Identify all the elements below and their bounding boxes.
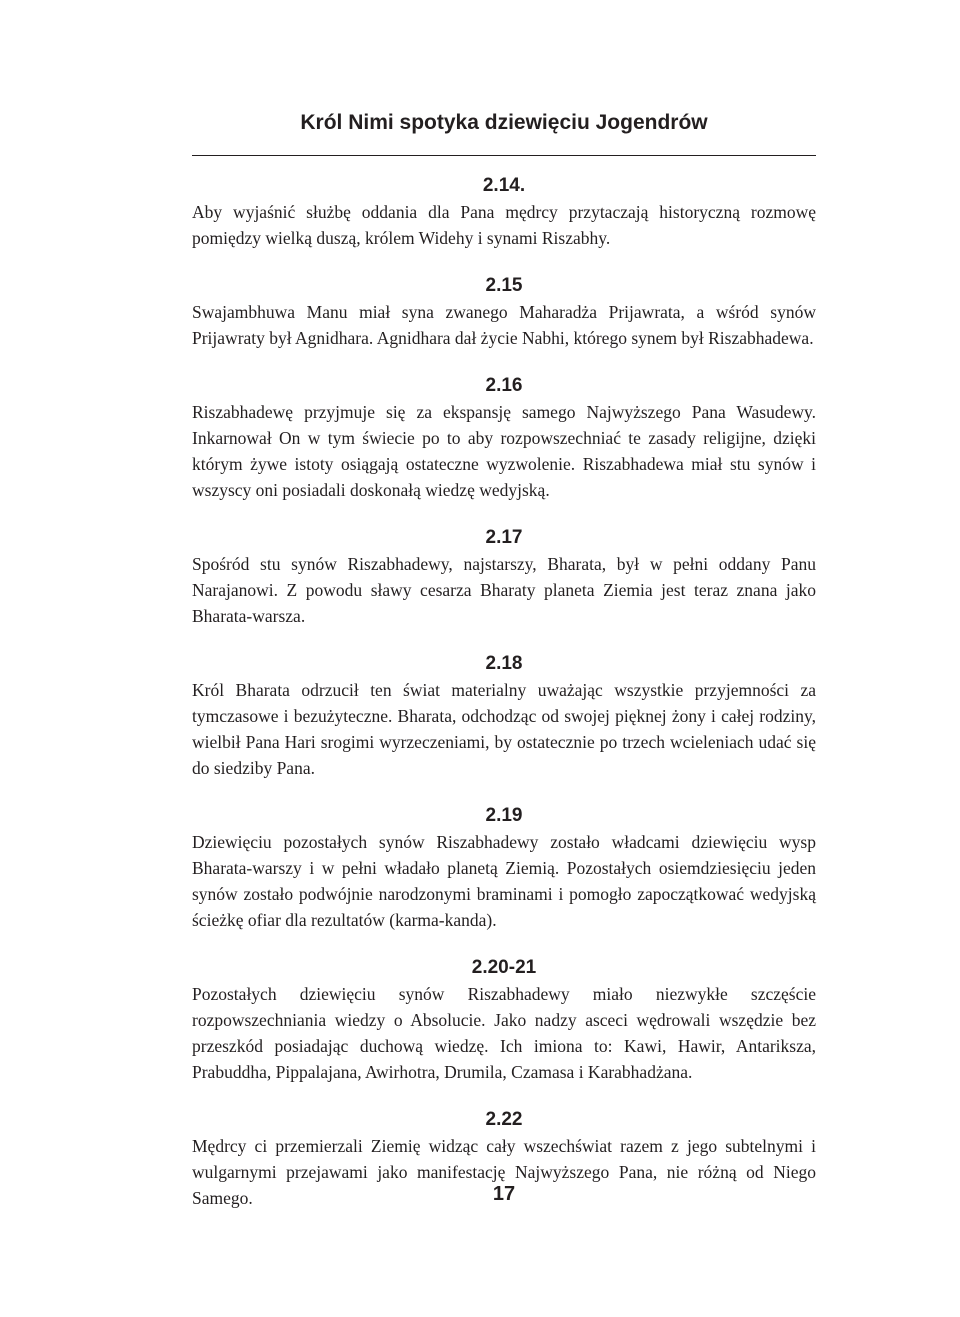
- verse-section: [192, 651, 816, 781]
- verse-number: 2.17: [485, 527, 523, 548]
- verse-section: [192, 803, 816, 933]
- page-title: Król Nimi spotyka dziewięciu Jogendrów: [300, 111, 708, 134]
- verse-section: [192, 273, 816, 351]
- verse-number: 2.14.: [482, 175, 526, 196]
- verse-number: 2.15: [485, 275, 523, 296]
- page-body: [192, 173, 816, 1233]
- verse-text: Riszabhadewę przyjmuje się za ekspansję samego Najwyższego Pana Wasudewy. Inkarnował On w tym świecie po to aby rozpowszechniać te zasady religijne, dzięki którym żywe istoty osiągają ostateczne wyzwolenie. Riszabhadewa miał stu synów i wszyscy oni posiadali doskonałą wiedzę wedyjską.: [192, 402, 816, 500]
- verse-text: Król Bharata odrzucił ten świat materialny uważając wszystkie przyjemności za tymczasowe i bezużyteczne. Bharata, odchodząc od swojej pięknej żony i całej rodziny, wielbił Pana Hari srogimi wyrzeczeniami, by ostatecznie po trzech wcieleniach udać się do siedziby Pana.: [192, 680, 816, 778]
- verse-number: 2.19: [485, 805, 523, 826]
- verse-text: Aby wyjaśnić służbę oddania dla Pana mędrcy przytaczają historyczną rozmowę pomiędzy wielką duszą, królem Widehy i synami Riszabhy.: [192, 202, 816, 248]
- verse-number: 2.20-21: [471, 957, 537, 978]
- verse-text: Swajambhuwa Manu miał syna zwanego Maharadża Prijawrata, a wśród synów Prijawraty był Agnidhara. Agnidhara dał życie Nabhi, którego synem był Riszabhadewa.: [192, 302, 816, 348]
- verse-text: Dziewięciu pozostałych synów Riszabhadewy zostało władcami dziewięciu wysp Bharata-warszy i w pełni władało planetą Ziemią. Pozostałych osiemdziesięciu jeden synów zostało podwójnie narodzonymi braminami i pomogło zapoczątkować wedyjską ścieżkę ofiar dla rezultatów (karma-kanda).: [192, 832, 816, 930]
- verse-section: [192, 525, 816, 629]
- verse-number: 2.16: [485, 375, 523, 396]
- header-divider: [192, 155, 816, 156]
- verse-section: [192, 173, 816, 251]
- page-number: 17: [492, 1183, 516, 1205]
- verse-number: 2.22: [485, 1109, 523, 1130]
- verse-text: Spośród stu synów Riszabhadewy, najstarszy, Bharata, był w pełni oddany Panu Narajanowi. Z powodu sławy cesarza Bharaty planeta Ziemia jest teraz znana jako Bharata-warsza.: [192, 554, 816, 626]
- verse-section: [192, 373, 816, 503]
- verse-section: [192, 955, 816, 1085]
- verse-number: 2.18: [485, 653, 523, 674]
- verse-text: Pozostałych dziewięciu synów Riszabhadewy miało niezwykłe szczęście rozpowszechniania wiedzy o Absolucie. Jako nadzy asceci wędrowali wszędzie bez przeszkód posiadając duchową wiedzę. Ich imiona to: Kawi, Hawir, Antariksza, Prabuddha, Pippalajana, Awirhotra, Drumila, Czamasa i Karabhadżana.: [192, 984, 816, 1082]
- verse-text: Mędrcy ci przemierzali Ziemię widząc cały wszechświat razem z jego subtelnymi i wulgarnymi przejawami jako manifestację Najwyższego Pana, nie różną od Niego Samego.: [192, 1136, 816, 1208]
